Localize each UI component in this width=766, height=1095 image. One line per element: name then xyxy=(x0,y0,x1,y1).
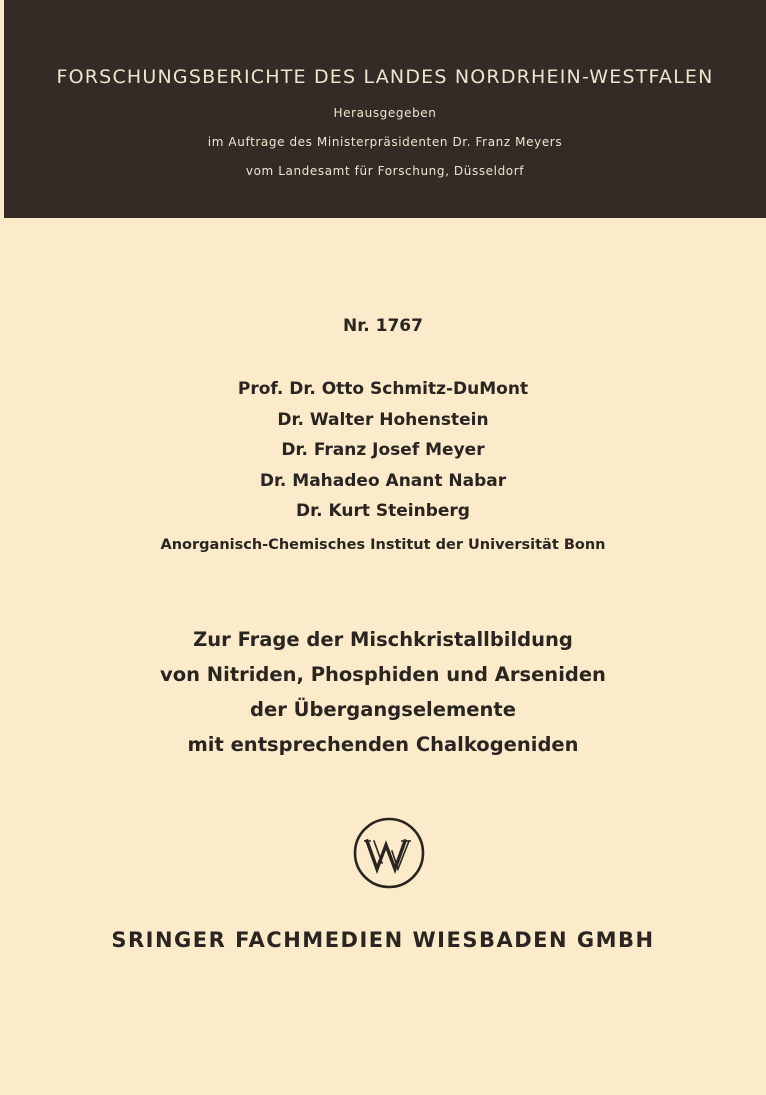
title-line: von Nitriden, Phosphiden und Arseniden xyxy=(160,663,606,686)
book-title xyxy=(0,622,766,762)
publisher-name: SRINGER FACHMEDIEN WIESBADEN GMBH xyxy=(111,928,655,952)
report-number: Nr. 1767 xyxy=(343,316,423,336)
publisher-w-logo-icon xyxy=(353,817,425,889)
institute: Anorganisch-Chemisches Institut der Universität Bonn xyxy=(160,537,606,553)
author-name: Dr. Walter Hohenstein xyxy=(277,409,489,430)
author-name: Dr. Franz Josef Meyer xyxy=(281,440,485,460)
commission-line: im Auftrage des Ministerpräsidenten Dr. Franz Meyers xyxy=(207,135,563,149)
title-line: der Übergangselemente xyxy=(250,698,516,721)
series-title: FORSCHUNGSBERICHTE DES LANDES NORDRHEIN-WESTFALEN xyxy=(56,66,714,88)
title-line: Zur Frage der Mischkristallbildung xyxy=(193,628,573,651)
author-list xyxy=(0,374,766,527)
title-line: mit entsprechenden Chalkogeniden xyxy=(187,733,579,756)
author-name: Prof. Dr. Otto Schmitz-DuMont xyxy=(237,379,529,399)
author-name: Dr. Kurt Steinberg xyxy=(296,501,470,521)
header-band xyxy=(4,0,766,218)
author-name: Dr. Mahadeo Anant Nabar xyxy=(259,470,507,491)
office-line: vom Landesamt für Forschung, Düsseldorf xyxy=(245,164,525,178)
editor-line: Herausgegeben xyxy=(333,106,437,120)
